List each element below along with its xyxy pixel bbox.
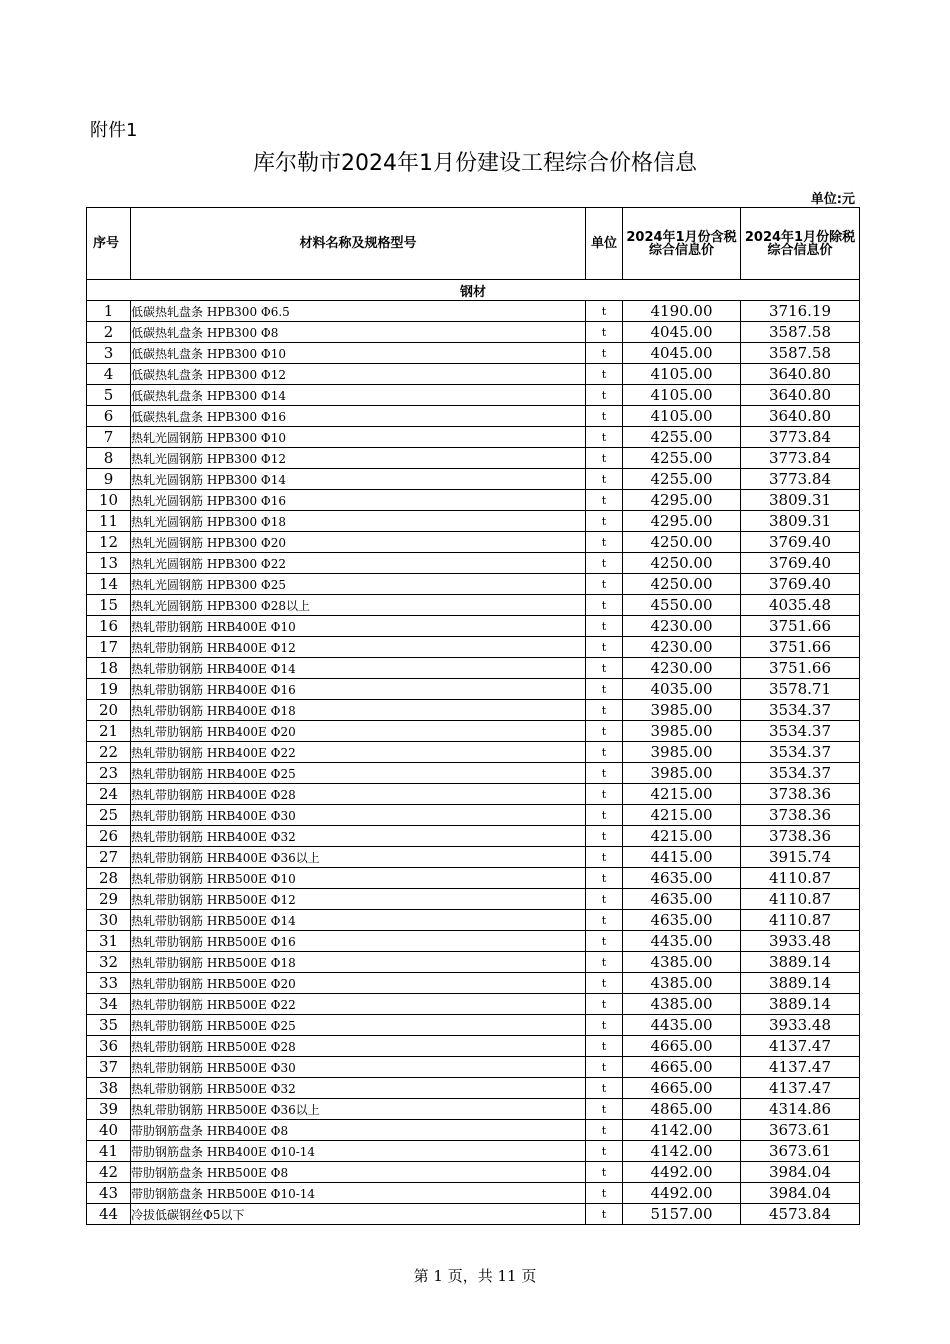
price-tax-cell: 4045.00: [623, 322, 741, 343]
row-number: 12: [87, 532, 131, 553]
price-table: [86, 207, 860, 1225]
price-tax-cell: 4665.00: [623, 1078, 741, 1099]
price-notax-cell: 3809.31: [741, 511, 860, 532]
row-number: 24: [87, 784, 131, 805]
price-notax-cell: 3933.48: [741, 931, 860, 952]
material-name: 热轧带肋钢筋 HRB500E Φ32: [131, 1078, 586, 1099]
header-price-tax: 2024年1月份含税综合信息价: [623, 208, 741, 280]
price-notax-cell: 3673.61: [741, 1120, 860, 1141]
row-number: 31: [87, 931, 131, 952]
price-tax-cell: 4250.00: [623, 574, 741, 595]
price-tax-cell: 4105.00: [623, 364, 741, 385]
unit-cell: t: [586, 931, 623, 952]
table-row: [87, 448, 860, 469]
material-name: 热轧带肋钢筋 HRB500E Φ10: [131, 868, 586, 889]
row-number: 38: [87, 1078, 131, 1099]
price-tax-cell: 4665.00: [623, 1057, 741, 1078]
table-row: [87, 574, 860, 595]
row-number: 39: [87, 1099, 131, 1120]
row-number: 41: [87, 1141, 131, 1162]
price-notax-cell: 3889.14: [741, 994, 860, 1015]
price-notax-cell: 3534.37: [741, 742, 860, 763]
price-notax-cell: 3769.40: [741, 532, 860, 553]
row-number: 28: [87, 868, 131, 889]
price-notax-cell: 4137.47: [741, 1036, 860, 1057]
price-notax-cell: 3587.58: [741, 322, 860, 343]
price-notax-cell: 3773.84: [741, 469, 860, 490]
price-tax-cell: 4230.00: [623, 616, 741, 637]
material-name: 热轧带肋钢筋 HRB500E Φ16: [131, 931, 586, 952]
material-name: 低碳热轧盘条 HPB300 Φ6.5: [131, 301, 586, 322]
price-tax-cell: 4142.00: [623, 1120, 741, 1141]
unit-cell: t: [586, 1141, 623, 1162]
material-name: 热轧带肋钢筋 HRB500E Φ14: [131, 910, 586, 931]
row-number: 29: [87, 889, 131, 910]
header-seq: 序号: [87, 208, 131, 280]
material-name: 低碳热轧盘条 HPB300 Φ16: [131, 406, 586, 427]
price-tax-cell: 4255.00: [623, 469, 741, 490]
price-notax-cell: 3769.40: [741, 574, 860, 595]
price-tax-cell: 4295.00: [623, 511, 741, 532]
row-number: 4: [87, 364, 131, 385]
price-notax-cell: 3915.74: [741, 847, 860, 868]
row-number: 15: [87, 595, 131, 616]
unit-cell: t: [586, 826, 623, 847]
unit-note: 单位:元: [810, 192, 855, 207]
material-name: 热轧光圆钢筋 HPB300 Φ14: [131, 469, 586, 490]
unit-cell: t: [586, 364, 623, 385]
unit-cell: t: [586, 952, 623, 973]
unit-cell: t: [586, 805, 623, 826]
price-tax-cell: 4230.00: [623, 658, 741, 679]
category-row: [87, 280, 860, 301]
unit-cell: t: [586, 511, 623, 532]
material-name: 热轧光圆钢筋 HPB300 Φ16: [131, 490, 586, 511]
row-number: 22: [87, 742, 131, 763]
table-row: [87, 805, 860, 826]
table-row: [87, 1120, 860, 1141]
price-notax-cell: 3889.14: [741, 973, 860, 994]
unit-cell: t: [586, 595, 623, 616]
row-number: 33: [87, 973, 131, 994]
row-number: 30: [87, 910, 131, 931]
price-tax-cell: 4435.00: [623, 931, 741, 952]
table-row: [87, 847, 860, 868]
row-number: 16: [87, 616, 131, 637]
row-number: 42: [87, 1162, 131, 1183]
table-row: [87, 490, 860, 511]
price-tax-cell: 4295.00: [623, 490, 741, 511]
price-tax-cell: 4385.00: [623, 973, 741, 994]
unit-cell: t: [586, 700, 623, 721]
unit-cell: t: [586, 637, 623, 658]
page-title: 库尔勒市2024年1月份建设工程综合价格信息: [253, 151, 697, 176]
table-row: [87, 385, 860, 406]
table-row: [87, 700, 860, 721]
row-number: 43: [87, 1183, 131, 1204]
unit-cell: t: [586, 847, 623, 868]
unit-cell: t: [586, 679, 623, 700]
table-row: [87, 763, 860, 784]
row-number: 19: [87, 679, 131, 700]
table-row: [87, 784, 860, 805]
price-tax-cell: 4255.00: [623, 448, 741, 469]
price-tax-cell: 4142.00: [623, 1141, 741, 1162]
price-notax-cell: 3751.66: [741, 637, 860, 658]
row-number: 20: [87, 700, 131, 721]
price-notax-cell: 3984.04: [741, 1162, 860, 1183]
material-name: 热轧光圆钢筋 HPB300 Φ12: [131, 448, 586, 469]
unit-cell: t: [586, 973, 623, 994]
unit-cell: t: [586, 616, 623, 637]
header-unit: 单位: [586, 208, 623, 280]
header-name: 材料名称及规格型号: [131, 208, 586, 280]
price-tax-cell: 4550.00: [623, 595, 741, 616]
price-notax-cell: 4137.47: [741, 1078, 860, 1099]
table-row: [87, 364, 860, 385]
price-tax-cell: 4635.00: [623, 910, 741, 931]
row-number: 1: [87, 301, 131, 322]
material-name: 热轧带肋钢筋 HRB400E Φ16: [131, 679, 586, 700]
table-row: [87, 1078, 860, 1099]
price-tax-cell: 4190.00: [623, 301, 741, 322]
material-name: 热轧带肋钢筋 HRB500E Φ20: [131, 973, 586, 994]
row-number: 25: [87, 805, 131, 826]
price-notax-cell: 4110.87: [741, 889, 860, 910]
material-name: 热轧光圆钢筋 HPB300 Φ10: [131, 427, 586, 448]
price-notax-cell: 3587.58: [741, 343, 860, 364]
header-price-notax: 2024年1月份除税综合信息价: [741, 208, 860, 280]
row-number: 9: [87, 469, 131, 490]
price-notax-cell: 3773.84: [741, 448, 860, 469]
price-tax-cell: 4035.00: [623, 679, 741, 700]
row-number: 2: [87, 322, 131, 343]
row-number: 8: [87, 448, 131, 469]
table-row: [87, 1036, 860, 1057]
material-name: 热轧带肋钢筋 HRB400E Φ18: [131, 700, 586, 721]
row-number: 6: [87, 406, 131, 427]
unit-cell: t: [586, 742, 623, 763]
price-tax-cell: 4665.00: [623, 1036, 741, 1057]
attachment-label: 附件1: [90, 120, 138, 141]
price-tax-cell: 4215.00: [623, 784, 741, 805]
material-name: 热轧带肋钢筋 HRB400E Φ12: [131, 637, 586, 658]
category-label: 钢材: [87, 280, 860, 301]
price-notax-cell: 3738.36: [741, 784, 860, 805]
material-name: 热轧光圆钢筋 HPB300 Φ18: [131, 511, 586, 532]
table-row: [87, 721, 860, 742]
unit-cell: t: [586, 469, 623, 490]
price-tax-cell: 4215.00: [623, 805, 741, 826]
table-row: [87, 868, 860, 889]
price-notax-cell: 3889.14: [741, 952, 860, 973]
price-tax-cell: 4250.00: [623, 553, 741, 574]
table-header-row: [87, 208, 860, 280]
table-row: [87, 1183, 860, 1204]
material-name: 热轧光圆钢筋 HPB300 Φ25: [131, 574, 586, 595]
price-tax-cell: 4492.00: [623, 1162, 741, 1183]
price-tax-cell: 4105.00: [623, 385, 741, 406]
material-name: 热轧带肋钢筋 HRB400E Φ14: [131, 658, 586, 679]
unit-cell: t: [586, 406, 623, 427]
row-number: 35: [87, 1015, 131, 1036]
unit-cell: t: [586, 658, 623, 679]
unit-cell: t: [586, 1078, 623, 1099]
price-notax-cell: 3738.36: [741, 805, 860, 826]
row-number: 5: [87, 385, 131, 406]
material-name: 热轧带肋钢筋 HRB400E Φ10: [131, 616, 586, 637]
price-tax-cell: 4492.00: [623, 1183, 741, 1204]
table-row: [87, 637, 860, 658]
material-name: 热轧带肋钢筋 HRB400E Φ28: [131, 784, 586, 805]
price-notax-cell: 3534.37: [741, 700, 860, 721]
price-notax-cell: 3984.04: [741, 1183, 860, 1204]
unit-cell: t: [586, 784, 623, 805]
row-number: 18: [87, 658, 131, 679]
table-row: [87, 1015, 860, 1036]
row-number: 34: [87, 994, 131, 1015]
material-name: 热轧带肋钢筋 HRB500E Φ18: [131, 952, 586, 973]
table-row: [87, 616, 860, 637]
unit-cell: t: [586, 553, 623, 574]
material-name: 热轧带肋钢筋 HRB500E Φ12: [131, 889, 586, 910]
price-tax-cell: 4215.00: [623, 826, 741, 847]
table-row: [87, 742, 860, 763]
unit-cell: t: [586, 1015, 623, 1036]
unit-cell: t: [586, 1057, 623, 1078]
table-row: [87, 427, 860, 448]
row-number: 21: [87, 721, 131, 742]
material-name: 热轧带肋钢筋 HRB400E Φ22: [131, 742, 586, 763]
unit-cell: t: [586, 343, 623, 364]
price-tax-cell: 4255.00: [623, 427, 741, 448]
price-tax-cell: 3985.00: [623, 700, 741, 721]
price-notax-cell: 3640.80: [741, 385, 860, 406]
table-row: [87, 511, 860, 532]
unit-cell: t: [586, 868, 623, 889]
price-notax-cell: 3578.71: [741, 679, 860, 700]
price-notax-cell: 3640.80: [741, 406, 860, 427]
table-row: [87, 322, 860, 343]
row-number: 26: [87, 826, 131, 847]
price-tax-cell: 3985.00: [623, 742, 741, 763]
unit-cell: t: [586, 574, 623, 595]
row-number: 36: [87, 1036, 131, 1057]
unit-cell: t: [586, 427, 623, 448]
price-tax-cell: 3985.00: [623, 721, 741, 742]
unit-cell: t: [586, 721, 623, 742]
row-number: 11: [87, 511, 131, 532]
material-name: 低碳热轧盘条 HPB300 Φ8: [131, 322, 586, 343]
price-tax-cell: 4230.00: [623, 637, 741, 658]
material-name: 带肋钢筋盘条 HRB400E Φ8: [131, 1120, 586, 1141]
price-notax-cell: 3716.19: [741, 301, 860, 322]
table-row: [87, 406, 860, 427]
material-name: 带肋钢筋盘条 HRB500E Φ10-14: [131, 1183, 586, 1204]
price-notax-cell: 3751.66: [741, 616, 860, 637]
page-footer: 第 1 页，共 11 页: [413, 1267, 537, 1285]
unit-cell: t: [586, 763, 623, 784]
material-name: 热轧带肋钢筋 HRB500E Φ28: [131, 1036, 586, 1057]
table-row: [87, 910, 860, 931]
row-number: 17: [87, 637, 131, 658]
row-number: 7: [87, 427, 131, 448]
price-notax-cell: 3809.31: [741, 490, 860, 511]
material-name: 低碳热轧盘条 HPB300 Φ14: [131, 385, 586, 406]
price-notax-cell: 3534.37: [741, 721, 860, 742]
row-number: 13: [87, 553, 131, 574]
price-notax-cell: 3673.61: [741, 1141, 860, 1162]
price-notax-cell: 3773.84: [741, 427, 860, 448]
table-row: [87, 952, 860, 973]
material-name: 热轧带肋钢筋 HRB400E Φ30: [131, 805, 586, 826]
table-row: [87, 1099, 860, 1120]
table-row: [87, 889, 860, 910]
material-name: 热轧光圆钢筋 HPB300 Φ28以上: [131, 595, 586, 616]
price-notax-cell: 3738.36: [741, 826, 860, 847]
price-tax-cell: 4250.00: [623, 532, 741, 553]
price-notax-cell: 3769.40: [741, 553, 860, 574]
material-name: 带肋钢筋盘条 HRB400E Φ10-14: [131, 1141, 586, 1162]
table-row: [87, 973, 860, 994]
price-notax-cell: 3640.80: [741, 364, 860, 385]
unit-cell: t: [586, 490, 623, 511]
material-name: 热轧带肋钢筋 HRB500E Φ30: [131, 1057, 586, 1078]
row-number: 27: [87, 847, 131, 868]
unit-cell: t: [586, 1099, 623, 1120]
price-tax-cell: 4865.00: [623, 1099, 741, 1120]
price-tax-cell: 3985.00: [623, 763, 741, 784]
row-number: 23: [87, 763, 131, 784]
material-name: 热轧带肋钢筋 HRB400E Φ20: [131, 721, 586, 742]
unit-cell: t: [586, 910, 623, 931]
row-number: 44: [87, 1204, 131, 1225]
price-notax-cell: 3751.66: [741, 658, 860, 679]
table-row: [87, 301, 860, 322]
price-notax-cell: 4110.87: [741, 868, 860, 889]
row-number: 14: [87, 574, 131, 595]
table-row: [87, 1057, 860, 1078]
table-row: [87, 1162, 860, 1183]
material-name: 低碳热轧盘条 HPB300 Φ10: [131, 343, 586, 364]
unit-cell: t: [586, 994, 623, 1015]
row-number: 10: [87, 490, 131, 511]
material-name: 热轧带肋钢筋 HRB500E Φ36以上: [131, 1099, 586, 1120]
unit-cell: t: [586, 1120, 623, 1141]
price-tax-cell: 4635.00: [623, 868, 741, 889]
price-notax-cell: 3933.48: [741, 1015, 860, 1036]
unit-cell: t: [586, 1036, 623, 1057]
table-row: [87, 679, 860, 700]
unit-cell: t: [586, 889, 623, 910]
price-notax-cell: 4110.87: [741, 910, 860, 931]
table-row: [87, 469, 860, 490]
row-number: 37: [87, 1057, 131, 1078]
unit-cell: t: [586, 385, 623, 406]
table-row: [87, 553, 860, 574]
price-tax-cell: 4635.00: [623, 889, 741, 910]
material-name: 热轧带肋钢筋 HRB500E Φ25: [131, 1015, 586, 1036]
price-tax-cell: 4385.00: [623, 952, 741, 973]
material-name: 热轧带肋钢筋 HRB400E Φ36以上: [131, 847, 586, 868]
row-number: 32: [87, 952, 131, 973]
price-notax-cell: 4035.48: [741, 595, 860, 616]
price-tax-cell: 4435.00: [623, 1015, 741, 1036]
row-number: 3: [87, 343, 131, 364]
table-row: [87, 343, 860, 364]
price-tax-cell: 5157.00: [623, 1204, 741, 1225]
row-number: 40: [87, 1120, 131, 1141]
material-name: 热轧光圆钢筋 HPB300 Φ20: [131, 532, 586, 553]
table-row: [87, 1141, 860, 1162]
material-name: 冷拔低碳钢丝Φ5以下: [131, 1204, 586, 1225]
material-name: 带肋钢筋盘条 HRB500E Φ8: [131, 1162, 586, 1183]
unit-cell: t: [586, 322, 623, 343]
price-tax-cell: 4385.00: [623, 994, 741, 1015]
price-tax-cell: 4045.00: [623, 343, 741, 364]
unit-cell: t: [586, 1204, 623, 1225]
material-name: 热轧带肋钢筋 HRB500E Φ22: [131, 994, 586, 1015]
unit-cell: t: [586, 1183, 623, 1204]
price-notax-cell: 4137.47: [741, 1057, 860, 1078]
material-name: 热轧带肋钢筋 HRB400E Φ32: [131, 826, 586, 847]
price-tax-cell: 4105.00: [623, 406, 741, 427]
table-row: [87, 595, 860, 616]
unit-cell: t: [586, 1162, 623, 1183]
unit-cell: t: [586, 532, 623, 553]
material-name: 热轧光圆钢筋 HPB300 Φ22: [131, 553, 586, 574]
table-row: [87, 931, 860, 952]
table-row: [87, 826, 860, 847]
table-body: [87, 301, 860, 1225]
table-row: [87, 532, 860, 553]
material-name: 热轧带肋钢筋 HRB400E Φ25: [131, 763, 586, 784]
unit-cell: t: [586, 448, 623, 469]
price-notax-cell: 4314.86: [741, 1099, 860, 1120]
price-notax-cell: 3534.37: [741, 763, 860, 784]
material-name: 低碳热轧盘条 HPB300 Φ12: [131, 364, 586, 385]
table-row: [87, 1204, 860, 1225]
unit-cell: t: [586, 301, 623, 322]
price-notax-cell: 4573.84: [741, 1204, 860, 1225]
price-tax-cell: 4415.00: [623, 847, 741, 868]
table-row: [87, 994, 860, 1015]
table-row: [87, 658, 860, 679]
